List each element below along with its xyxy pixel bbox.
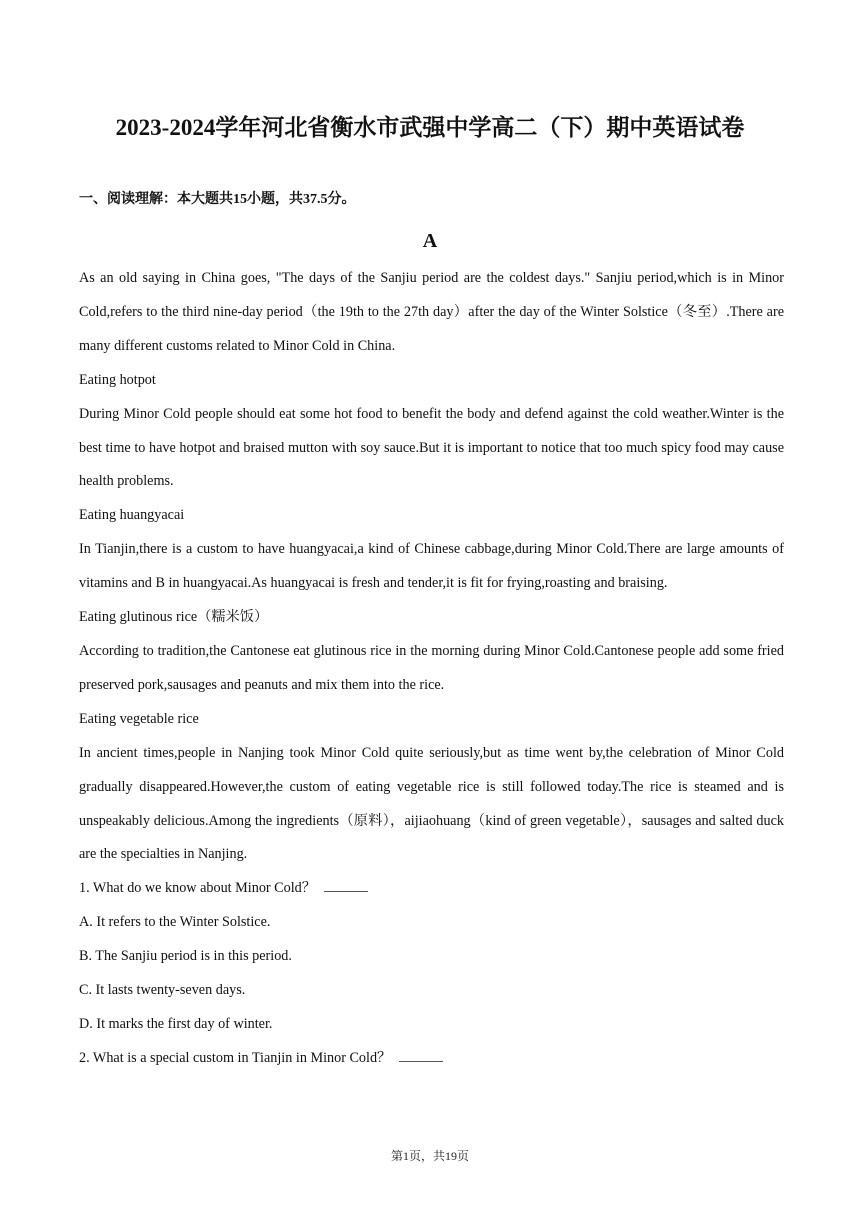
page-title: 2023-2024学年河北省衡水市武强中学高二（下）期中英语试卷 bbox=[115, 115, 745, 140]
page-footer: 第1页，共19页 bbox=[390, 1149, 469, 1163]
answer-option-c: C. It lasts twenty-seven days. bbox=[79, 982, 246, 999]
passage-paragraph: In Tianjin,there is a custom to have huangyacai,a kind of Chinese cabbage,during Minor Cold.There are large amounts of vitamins and B in huangyacai.As huangyacai is fresh and tender,it is fit for frying,roasting and braising. bbox=[79, 541, 784, 592]
passage-subheading: Eating hotpot bbox=[79, 371, 156, 388]
question-1 bbox=[79, 872, 784, 906]
answer-option-d: D. It marks the first day of winter. bbox=[79, 1015, 273, 1032]
answer-blank bbox=[324, 877, 368, 892]
passage-label: A bbox=[422, 230, 438, 252]
passage-subheading: Eating huangyacai bbox=[79, 507, 185, 524]
question-stem: 1. What do we know about Minor Cold？ bbox=[79, 880, 316, 897]
passage-paragraph: In ancient times,people in Nanjing took Minor Cold quite seriously,but as time went by,the celebration of Minor Cold gradually disappeared.However,the custom of eating vegetable rice is still followed today.The rice is steamed and is unspeakably delicious.Among the ingredients（原料），aijiaohuang（kind of green vegetable），sausages and salted duck are the specialties in Nanjing. bbox=[79, 744, 784, 863]
passage-content bbox=[79, 262, 784, 1076]
answer-option-a: A. It refers to the Winter Solstice. bbox=[79, 914, 271, 931]
answer-blank bbox=[399, 1047, 443, 1062]
passage-subheading: Eating vegetable rice bbox=[79, 710, 199, 727]
section-heading: 一、阅读理解：本大题共15小题，共37.5分。 bbox=[79, 192, 356, 207]
answer-option-b: B. The Sanjiu period is in this period. bbox=[79, 948, 292, 965]
passage-paragraph: As an old saying in China goes, "The days of the Sanjiu period are the coldest days." Sanjiu period,which is in Minor Cold,refers to the third nine-day period（the 19th to the 27th day）after the day of the Winter Solstice（冬至）.There are many different customs related to Minor Cold in China. bbox=[79, 270, 784, 354]
passage-subheading: Eating glutinous rice（糯米饭） bbox=[79, 609, 269, 626]
passage-paragraph: During Minor Cold people should eat some hot food to benefit the body and defend against the cold weather.Winter is the best time to have hotpot and braised mutton with soy sauce.But it is important to notice that too much spicy food may cause health problems. bbox=[79, 405, 784, 490]
question-stem: 2. What is a special custom in Tianjin in Minor Cold？ bbox=[79, 1049, 392, 1066]
passage-paragraph: According to tradition,the Cantonese eat glutinous rice in the morning during Minor Cold.Cantonese people add some fried preserved pork,sausages and peanuts and mix them into the rice. bbox=[79, 642, 784, 693]
question-2 bbox=[79, 1042, 784, 1076]
